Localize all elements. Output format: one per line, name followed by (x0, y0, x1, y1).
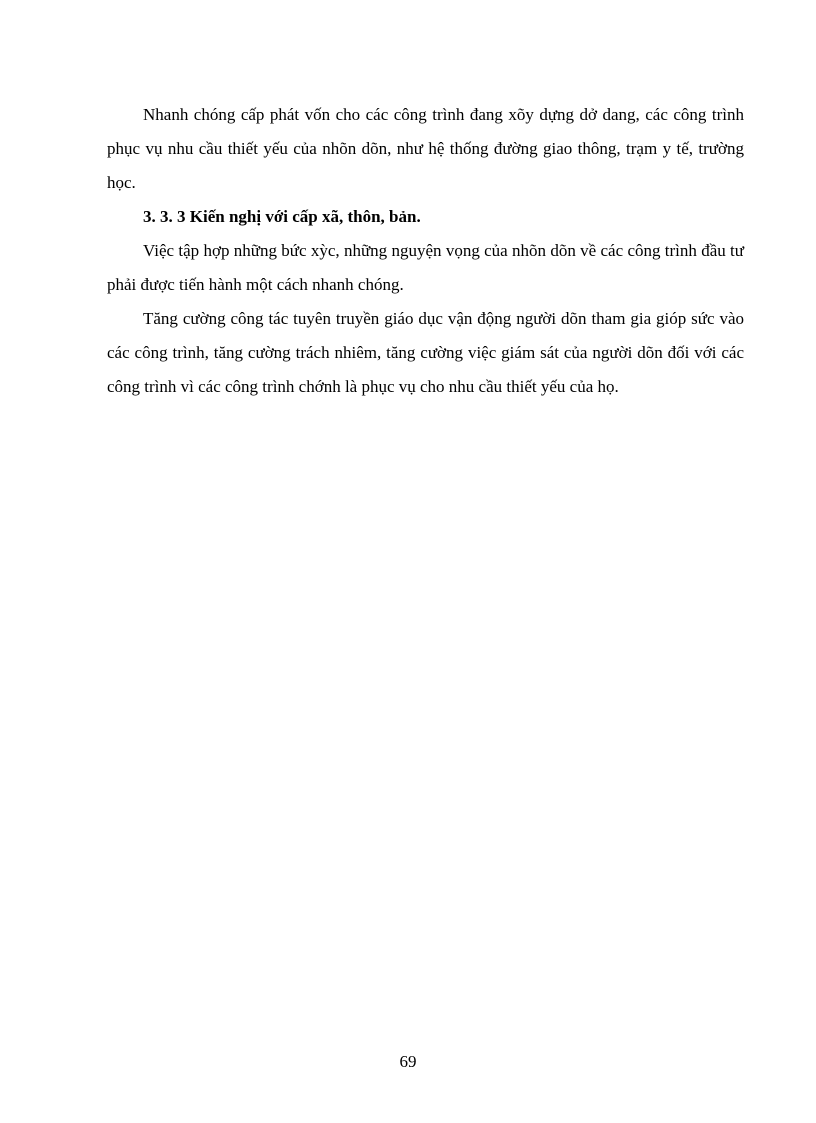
document-body (107, 98, 744, 404)
section-heading: 3. 3. 3 Kiến nghị với cấp xã, thôn, bản. (143, 207, 421, 226)
paragraph-gathering-opinions: Việc tập hợp những bức xỳc, những nguyện vọng của nhõn dõn về các công trình đầu tư phải được tiến hành một cách nhanh chóng. (107, 241, 744, 294)
page-number: 69 (399, 1052, 417, 1071)
paragraph-propaganda: Tăng cường công tác tuyên truyền giáo dục vận động người dõn tham gia gióp sức vào các công trình, tăng cường trách nhiêm, tăng cường việc giám sát của người dõn đối với các công trình vì các công trình chớnh là phục vụ cho nhu cầu thiết yếu của họ. (107, 309, 744, 396)
paragraph-capital-allocation: Nhanh chóng cấp phát vốn cho các công trình đang xõy dựng dở dang, các công trình phục vụ nhu cầu thiết yếu của nhõn dõn, như hệ thống đường giao thông, trạm y tế, trường học. (107, 105, 744, 192)
